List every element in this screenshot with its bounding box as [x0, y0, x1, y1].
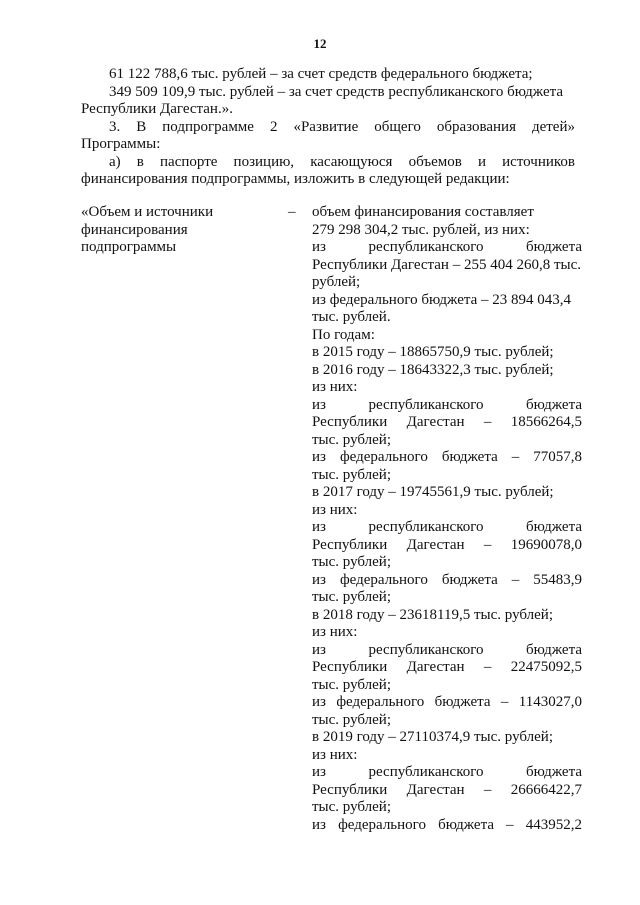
word: из: [312, 449, 326, 465]
word: из: [312, 764, 326, 780]
intro-line: а) в паспорте позицию, касающуюся объемов и источников: [109, 153, 575, 170]
word: бюджета: [526, 239, 582, 255]
word: 443952,2: [525, 816, 582, 833]
word: федерального: [336, 694, 425, 710]
word: из: [312, 694, 326, 710]
word: 1143027,0: [518, 694, 582, 710]
passport-value-line: [312, 782, 582, 800]
word: –: [500, 694, 509, 710]
passport-label-line: финансирования: [81, 221, 188, 238]
passport-value-line: в 2015 году – 18865750,9 тыс. рублей;: [312, 344, 554, 360]
word: из: [312, 396, 326, 413]
word: –: [483, 781, 492, 798]
passport-value-line: объем финансирования составляет: [312, 204, 534, 220]
word: бюджета: [526, 519, 582, 535]
word: федерального: [339, 449, 428, 465]
word: республиканского: [368, 641, 484, 658]
word: республиканского: [368, 239, 484, 255]
word: из: [312, 641, 326, 658]
passport-value-line: [312, 537, 582, 555]
passport-value-line: тыс. рублей;: [312, 431, 391, 448]
word: 18566264,5: [510, 414, 582, 430]
passport-value-line: тыс. рублей.: [312, 309, 391, 325]
passport-value-line: в 2019 году – 27110374,9 тыс. рублей;: [312, 729, 553, 745]
passport-value-line: 279 298 304,2 тыс. рублей, из них:: [312, 221, 530, 238]
passport-value-line: [312, 449, 582, 467]
word: бюджета: [526, 764, 582, 780]
passport-value-line: тыс. рублей;: [312, 589, 391, 605]
passport-value-line: из них:: [312, 746, 358, 763]
word: –: [483, 414, 492, 430]
passport-value-line: [312, 397, 582, 415]
word: 26666422,7: [510, 781, 582, 798]
passport-value-line: тыс. рублей;: [312, 711, 391, 728]
word: республиканского: [368, 764, 484, 780]
word: Дагестан: [406, 781, 465, 798]
page-number: 12: [313, 36, 327, 51]
word: бюджета: [441, 571, 498, 588]
word: бюджета: [526, 641, 582, 658]
word: бюджета: [526, 396, 582, 413]
word: 19690078,0: [510, 536, 582, 553]
word: Республики: [312, 781, 388, 798]
intro-line: финансирования подпрограммы, изложить в следующей редакции:: [81, 171, 510, 187]
passport-value-line: в 2018 году – 23618119,5 тыс. рублей;: [312, 606, 553, 623]
passport-value-line: в 2016 году – 18643322,3 тыс. рублей;: [312, 361, 554, 378]
word: из: [312, 571, 326, 588]
passport-value-line: [312, 659, 582, 677]
intro-line: Программы:: [81, 136, 161, 152]
intro-line: 3. В подпрограмме 2 «Развитие общего образования детей»: [109, 118, 575, 135]
word: –: [483, 659, 492, 675]
passport-value-line: [312, 817, 582, 835]
passport-value-line: [312, 414, 582, 432]
passport-value-line: в 2017 году – 19745561,9 тыс. рублей;: [312, 484, 554, 500]
word: Республики: [312, 536, 388, 553]
passport-value-line: тыс. рублей;: [312, 676, 391, 693]
word: 55483,9: [533, 571, 582, 588]
passport-value-column: [312, 204, 582, 834]
passport-value-line: [312, 694, 582, 712]
word: –: [483, 536, 492, 553]
word: –: [511, 571, 520, 588]
word: Дагестан: [406, 536, 465, 553]
passport-value-line: Республики Дагестан – 255 404 260,8 тыс.: [312, 256, 581, 273]
word: 22475092,5: [510, 659, 582, 675]
word: Дагестан: [406, 414, 465, 430]
word: из: [312, 239, 326, 255]
word: республиканского: [368, 519, 484, 535]
word: из: [312, 816, 326, 833]
word: бюджета: [441, 449, 498, 465]
word: бюджета: [438, 816, 494, 833]
word: бюджета: [434, 694, 491, 710]
word: Республики: [312, 659, 388, 675]
word: Республики: [312, 414, 388, 430]
passport-value-line: тыс. рублей;: [312, 466, 391, 483]
intro-line: Республики Дагестан.».: [81, 101, 233, 117]
passport-value-line: [312, 642, 582, 660]
passport-label-line: подпрограммы: [81, 239, 177, 255]
passport-value-line: По годам:: [312, 326, 375, 343]
word: из: [312, 519, 326, 535]
passport-value-line: из федерального бюджета – 23 894 043,4: [312, 291, 572, 308]
word: –: [511, 449, 520, 465]
word: –: [506, 816, 514, 833]
word: федерального: [338, 816, 426, 833]
passport-value-line: [312, 239, 582, 257]
passport-label-line: «Объем и источники: [81, 204, 214, 220]
intro-line: 61 122 788,6 тыс. рублей – за счет средств федерального бюджета;: [109, 66, 533, 82]
word: федерального: [339, 571, 428, 588]
intro-text: [81, 66, 575, 189]
passport-value-line: из них:: [312, 379, 358, 395]
passport-value-line: рублей;: [312, 274, 361, 290]
passport-value-line: из них:: [312, 501, 358, 518]
passport-label-column: [81, 204, 251, 257]
word: республиканского: [368, 396, 484, 413]
word: Дагестан: [406, 659, 465, 675]
passport-value-line: [312, 572, 582, 590]
passport-value-line: [312, 519, 582, 537]
passport-value-line: тыс. рублей;: [312, 554, 391, 570]
intro-line: 349 509 109,9 тыс. рублей – за счет средств республиканского бюджета: [109, 83, 563, 100]
passport-value-line: тыс. рублей;: [312, 799, 391, 815]
passport-value-line: [312, 764, 582, 782]
passport-dash: –: [288, 204, 296, 220]
word: 77057,8: [533, 449, 582, 465]
passport-value-line: из них:: [312, 624, 358, 640]
